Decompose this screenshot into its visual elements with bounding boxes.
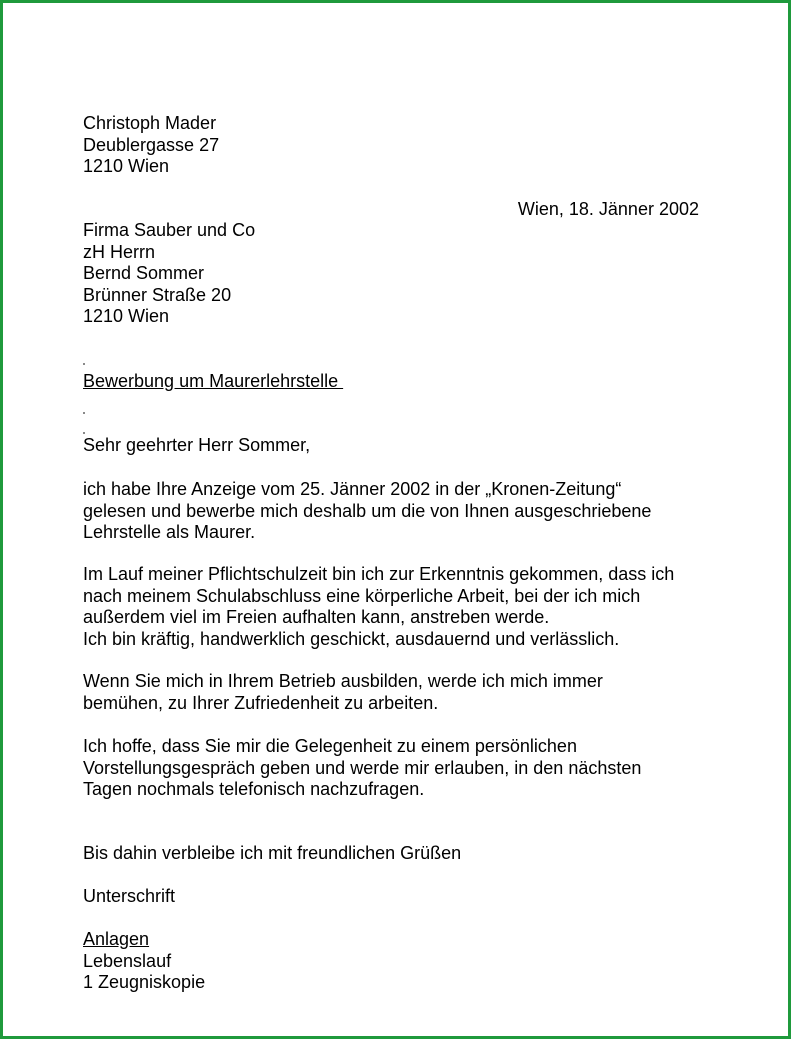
subject-line: Bewerbung um Maurerlehrstelle bbox=[83, 371, 344, 391]
attachments bbox=[83, 929, 205, 994]
sender-city: 1210 Wien bbox=[83, 156, 170, 176]
paragraph-line: Tagen nochmals telefonisch nachzufragen. bbox=[83, 779, 425, 799]
recipient-city: 1210 Wien bbox=[83, 306, 170, 326]
recipient-address bbox=[83, 220, 255, 328]
paragraph-1 bbox=[83, 479, 651, 544]
recipient-person: Bernd Sommer bbox=[83, 263, 205, 283]
paragraph-line: außerdem viel im Freien aufhalten kann, anstreben werde. bbox=[83, 607, 550, 627]
paragraph-line: bemühen, zu Ihrer Zufriedenheit zu arbeiten. bbox=[83, 692, 439, 713]
paragraph-line: Ich bin kräftig, handwerklich geschickt, ausdauernd und verlässlich. bbox=[83, 628, 620, 649]
paragraph-3 bbox=[83, 671, 603, 714]
paragraph-mark bbox=[83, 363, 85, 365]
sender-street: Deublergasse 27 bbox=[83, 134, 220, 155]
sender-address bbox=[83, 113, 219, 178]
paragraph-line: Im Lauf meiner Pflichtschulzeit bin ich zur Erkenntnis gekommen, dass ich bbox=[83, 564, 675, 584]
paragraph-line: gelesen und bewerbe mich deshalb um die von Ihnen ausgeschriebene bbox=[83, 500, 652, 521]
paragraph-2 bbox=[83, 564, 674, 650]
sender-name: Christoph Mader bbox=[83, 113, 217, 133]
paragraph-line: Lehrstelle als Maurer. bbox=[83, 522, 256, 542]
paragraph-line: Wenn Sie mich in Ihrem Betrieb ausbilden, werde ich mich immer bbox=[83, 671, 603, 691]
paragraph-line: nach meinem Schulabschluss eine körperliche Arbeit, bei der ich mich bbox=[83, 585, 641, 606]
paragraph-line: ich habe Ihre Anzeige vom 25. Jänner 2002 in der „Kronen-Zeitung“ bbox=[83, 479, 622, 499]
paragraph-mark bbox=[83, 432, 85, 434]
signature-placeholder: Unterschrift bbox=[83, 886, 176, 906]
attachment-item: 1 Zeugniskopie bbox=[83, 972, 206, 992]
recipient-street: Brünner Straße 20 bbox=[83, 284, 232, 305]
recipient-company: Firma Sauber und Co bbox=[83, 220, 256, 240]
paragraph-4 bbox=[83, 736, 641, 801]
attachments-heading: Anlagen bbox=[83, 929, 150, 949]
closing-line: Bis dahin verbleibe ich mit freundlichen Grüßen bbox=[83, 843, 462, 863]
paragraph-line: Vorstellungsgespräch geben und werde mir erlauben, in den nächsten bbox=[83, 757, 642, 778]
paragraph-mark bbox=[83, 412, 85, 414]
letter-date: Wien, 18. Jänner 2002 bbox=[517, 199, 699, 219]
salutation: Sehr geehrter Herr Sommer, bbox=[83, 435, 311, 455]
recipient-attention: zH Herrn bbox=[83, 241, 156, 262]
attachment-item: Lebenslauf bbox=[83, 950, 172, 971]
paragraph-line: Ich hoffe, dass Sie mir die Gelegenheit zu einem persönlichen bbox=[83, 736, 577, 756]
